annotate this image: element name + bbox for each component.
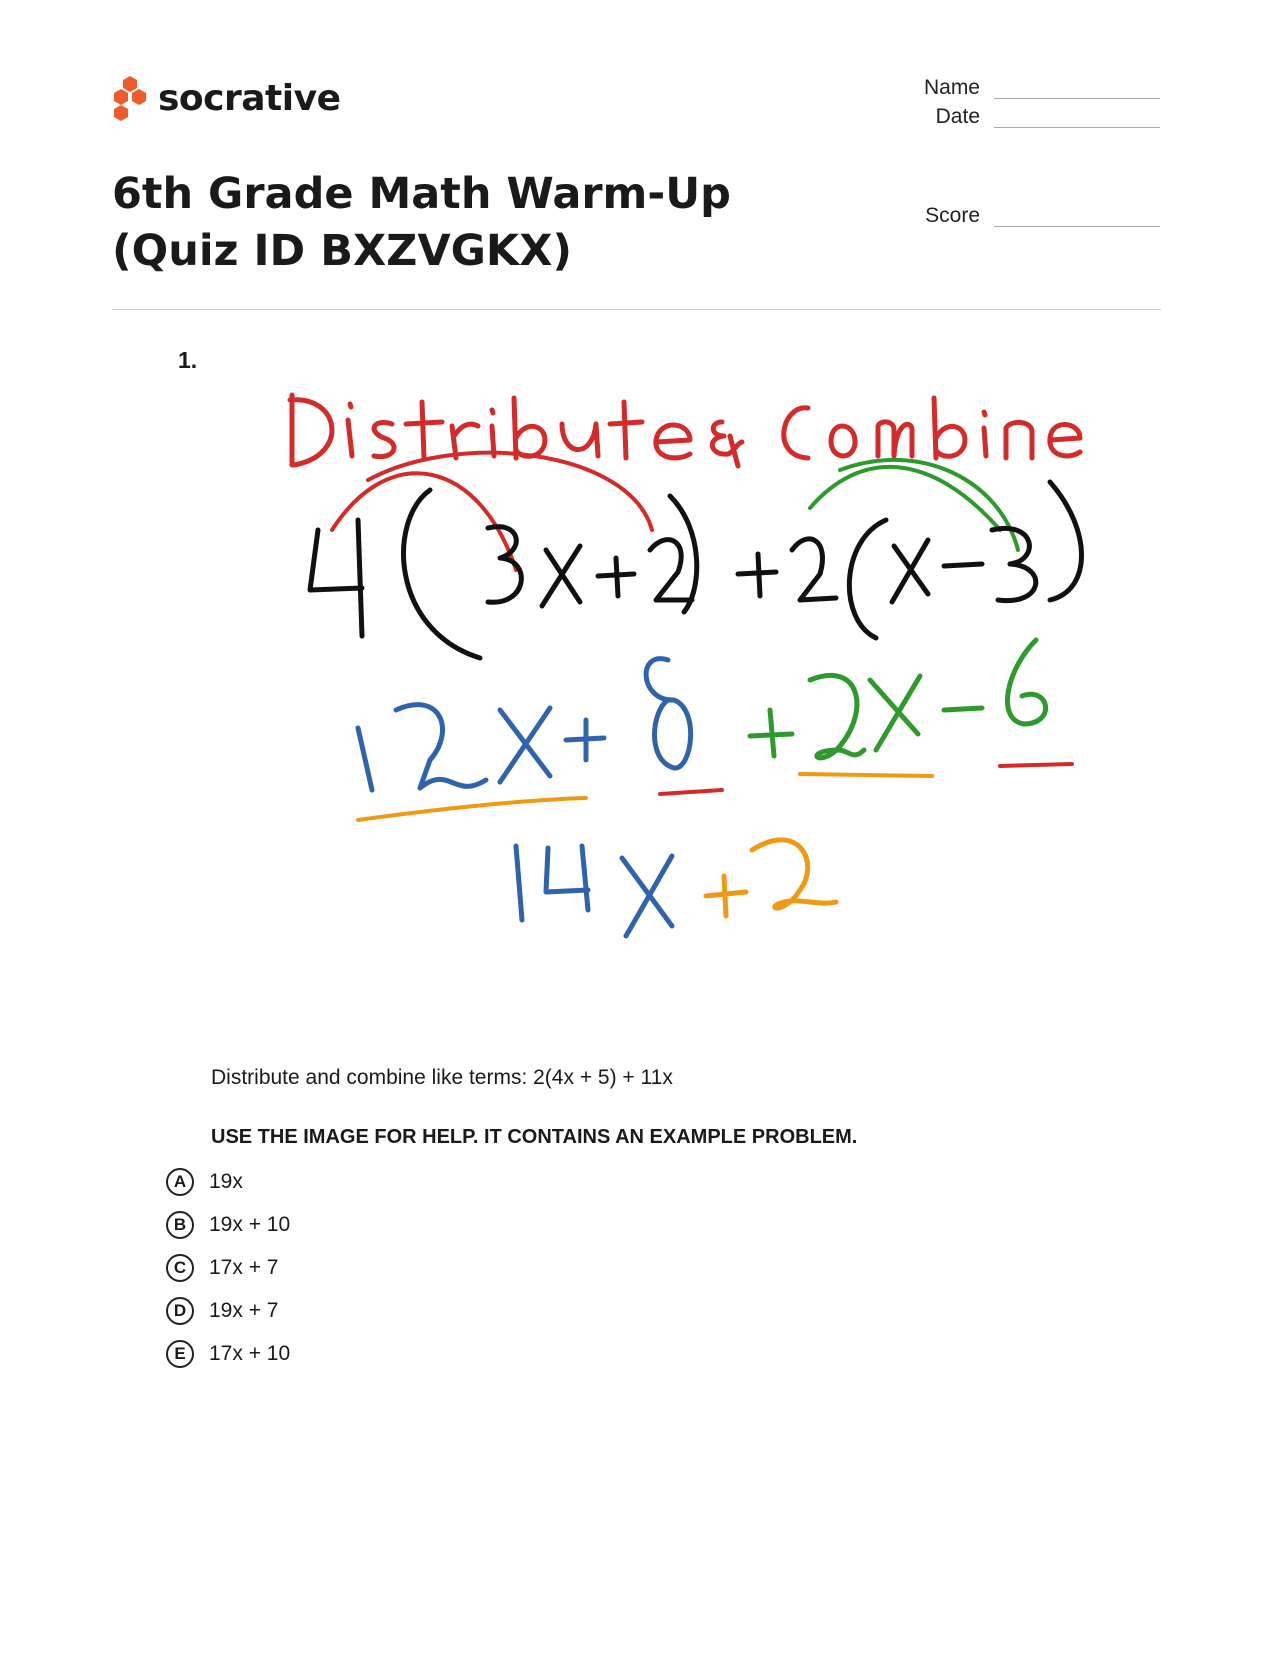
choice-e[interactable] [166,1332,290,1375]
hexagon-cluster-icon [112,74,148,122]
answer-ink-blue [516,846,672,936]
result-ink-green [750,640,1046,758]
score-field [900,204,1160,230]
handwritten-example [280,380,1160,1000]
date-line[interactable] [994,127,1160,128]
brand-name: socrative [158,77,341,119]
choice-text: 19x + 7 [209,1298,279,1322]
header-divider [112,309,1161,310]
choice-b[interactable] [166,1203,290,1246]
result-ink-blue [358,659,691,790]
answer-choices [166,1160,290,1375]
choice-letter-bubble[interactable]: B [166,1211,194,1239]
choice-text: 17x + 7 [209,1255,279,1279]
name-field [900,76,1160,102]
score-line[interactable] [994,226,1160,227]
answer-ink-orange [706,840,836,916]
heading-ink [290,395,1080,466]
question-number: 1. [178,347,198,373]
socrative-logo [112,74,340,122]
name-label: Name [923,76,980,99]
question-instruction: USE THE IMAGE FOR HELP. IT CONTAINS AN EXAMPLE PROBLEM. [211,1126,858,1148]
choice-text: 19x + 10 [209,1212,291,1236]
question-prompt: Distribute and combine like terms: 2(4x + 5) + 11x [211,1066,673,1089]
date-field [900,105,1160,131]
expression-ink [310,482,1082,658]
choice-d[interactable] [166,1289,290,1332]
quiz-title: 6th Grade Math Warm-Up (Quiz ID BXZVGKX) [112,169,731,276]
choice-letter-bubble[interactable]: E [166,1340,194,1368]
choice-c[interactable] [166,1246,290,1289]
choice-a[interactable] [166,1160,290,1203]
choice-text: 17x + 10 [209,1341,291,1365]
choice-letter-bubble[interactable]: C [166,1254,194,1282]
choice-letter-bubble[interactable]: A [166,1168,194,1196]
score-label: Score [925,204,980,227]
name-line[interactable] [994,98,1160,99]
choice-text: 19x [209,1169,243,1193]
date-label: Date [935,105,980,128]
example-problem-image [280,380,1160,1000]
choice-letter-bubble[interactable]: D [166,1297,194,1325]
